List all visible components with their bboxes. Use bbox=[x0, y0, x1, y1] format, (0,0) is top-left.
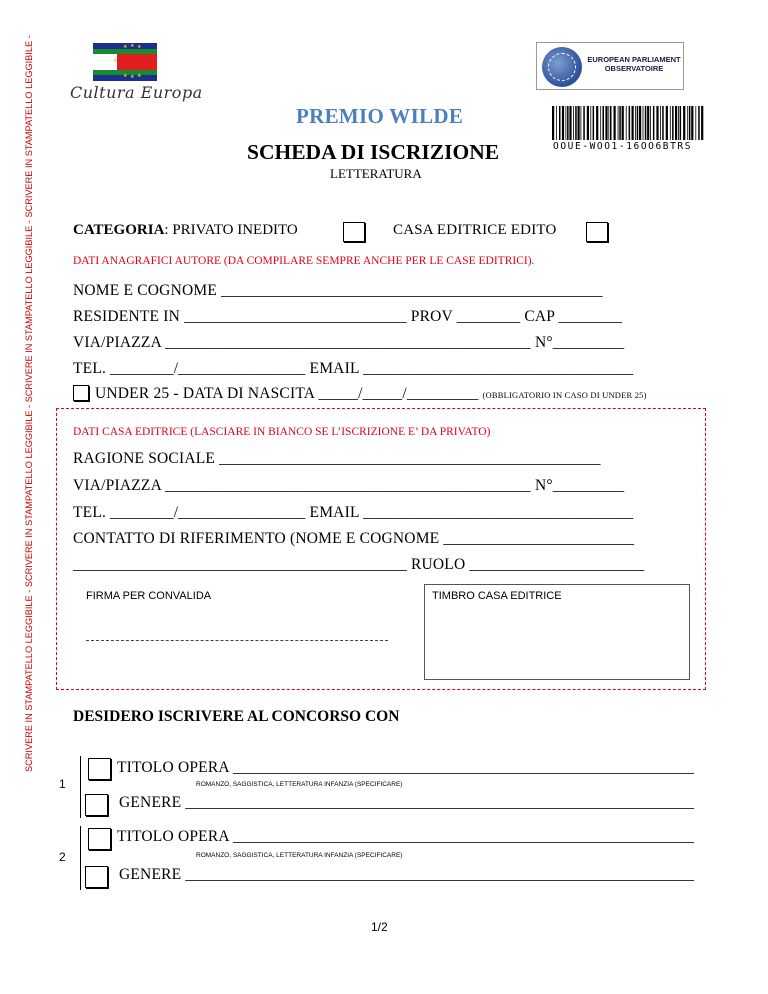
categoria-row bbox=[73, 222, 298, 239]
casa-editrice-heading: DATI CASA EDITRICE (LASCIARE IN BIANCO SE L’ISCRIZIONE E’ DA PRIVATO) bbox=[73, 426, 491, 438]
timbro-box[interactable] bbox=[424, 584, 690, 680]
ep-logo-line1: EUROPEAN PARLIAMENT bbox=[587, 55, 681, 64]
entry2-genere-checkbox[interactable] bbox=[85, 866, 108, 888]
entry2-genere-hint: ROMANZO, SAGGISTICA, LETTERATURA INFANZIA (SPECIFICARE) bbox=[196, 852, 403, 859]
entry1-genere-field[interactable]: GENERE ________________________________________________________________ bbox=[119, 794, 695, 811]
cultura-europa-flag: ★ ★ ★ ★ ★ ★ ★ bbox=[93, 43, 157, 81]
ep-observatoire-logo bbox=[536, 42, 684, 90]
barcode-image bbox=[552, 106, 706, 140]
contatto-field[interactable]: CONTATTO DI RIFERIMENTO (NOME E COGNOME ________________________ bbox=[73, 530, 635, 547]
entry-bracket bbox=[80, 826, 84, 890]
ragione-sociale-field[interactable]: RAGIONE SOCIALE ________________________________________________ bbox=[73, 450, 601, 467]
entry-number: 1 bbox=[59, 777, 66, 791]
nome-cognome-field[interactable]: NOME E COGNOME ________________________________________________ bbox=[73, 282, 603, 299]
casa-editrice-edito-checkbox[interactable] bbox=[586, 222, 608, 242]
page-title-premio: PREMIO WILDE bbox=[296, 104, 464, 128]
concorso-heading: DESIDERO ISCRIVERE AL CONCORSO CON bbox=[73, 708, 400, 725]
ep-logo-line2: OBSERVATOIRE bbox=[604, 64, 664, 73]
ruolo-field[interactable]: __________________________________________ RUOLO ______________________ bbox=[73, 556, 645, 573]
entry1-genere-hint: ROMANZO, SAGGISTICA, LETTERATURA INFANZIA (SPECIFICARE) bbox=[196, 781, 403, 788]
entry-bracket bbox=[80, 756, 84, 818]
page-title-scheda: SCHEDA DI ISCRIZIONE bbox=[247, 140, 500, 164]
privato-inedito-checkbox[interactable] bbox=[343, 222, 365, 242]
entry1-genere-checkbox[interactable] bbox=[85, 794, 108, 816]
cultura-europa-logo-text: Cultura Europa bbox=[70, 83, 203, 102]
timbro-label: TIMBRO CASA EDITRICE bbox=[432, 590, 562, 602]
entry2-titolo-checkbox[interactable] bbox=[88, 828, 111, 850]
under25-note: (OBBLIGATORIO IN CASO DI UNDER 25) bbox=[482, 390, 647, 400]
categoria-privato-label: : PRIVATO INEDITO bbox=[164, 222, 298, 238]
via-piazza-field[interactable]: VIA/PIAZZA ______________________________________________ N°_________ bbox=[73, 334, 625, 351]
casa-via-piazza-field[interactable]: VIA/PIAZZA ______________________________________________ N°_________ bbox=[73, 477, 625, 494]
entry1-titolo-checkbox[interactable] bbox=[88, 758, 111, 780]
entry1-titolo-field[interactable]: TITOLO OPERA __________________________________________________________ bbox=[117, 759, 695, 776]
under25-checkbox[interactable] bbox=[73, 385, 89, 401]
page-subtitle: LETTERATURA bbox=[330, 166, 422, 181]
tel-email-field[interactable]: TEL. ________/________________ EMAIL __________________________________ bbox=[73, 360, 634, 377]
entry2-genere-field[interactable]: GENERE ________________________________________________________________ bbox=[119, 866, 695, 883]
firma-label: FIRMA PER CONVALIDA bbox=[86, 590, 212, 602]
residente-field[interactable]: RESIDENTE IN ____________________________ PROV ________ CAP ________ bbox=[73, 308, 623, 325]
entry2-titolo-field[interactable]: TITOLO OPERA __________________________________________________________ bbox=[117, 828, 695, 845]
casa-tel-email-field[interactable]: TEL. ________/________________ EMAIL __________________________________ bbox=[73, 504, 634, 521]
page-number: 1/2 bbox=[371, 920, 388, 934]
categoria-label: CATEGORIA bbox=[73, 222, 165, 238]
firma-signature-line[interactable] bbox=[86, 640, 388, 641]
under25-field: UNDER 25 - DATA DI NASCITA _____/_____/_________ bbox=[95, 385, 479, 402]
autore-section-heading: DATI ANAGRAFICI AUTORE (DA COMPILARE SEMPRE ANCHE PER LE CASE EDITRICI). bbox=[73, 255, 535, 267]
under25-row[interactable] bbox=[95, 385, 647, 403]
globe-icon bbox=[542, 47, 582, 87]
categoria-casa-label: CASA EDITRICE EDITO bbox=[393, 222, 557, 238]
barcode-number: OOUE-WOO1-16OO6BTRS bbox=[553, 141, 693, 152]
entry-number: 2 bbox=[59, 850, 66, 864]
side-instruction-text: SCRIVERE IN STAMPATELLO LEGGIBILE - SCRIVERE IN STAMPATELLO LEGGIBILE - SCRIVERE IN STAMPATELLO LEGGIBILE - SCRIVERE IN STAMPATELLO LEGGIBILE - bbox=[24, 35, 34, 772]
